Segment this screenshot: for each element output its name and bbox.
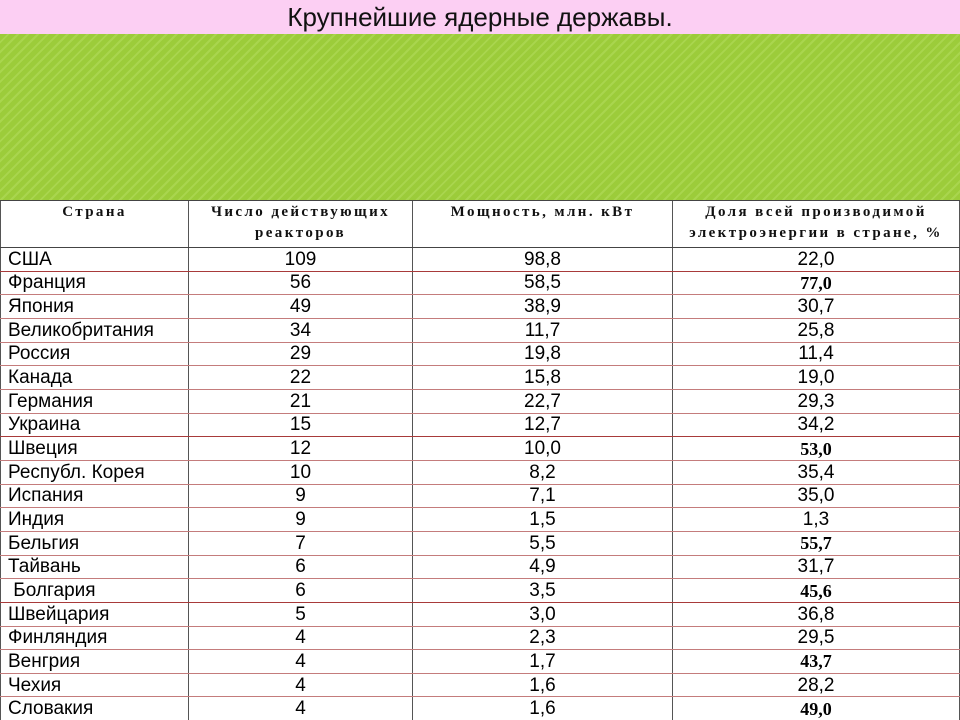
table-row	[0, 508, 960, 532]
reactors-cell: 4	[188, 627, 412, 650]
capacity-cell: 11,7	[412, 319, 672, 342]
share-cell: 34,2	[672, 414, 960, 437]
country-cell: Республ. Корея	[0, 461, 188, 484]
header-share	[672, 201, 960, 247]
share-cell: 53,0	[672, 437, 960, 460]
capacity-cell: 10,0	[412, 437, 672, 460]
share-cell: 31,7	[672, 556, 960, 579]
table-row	[0, 319, 960, 343]
header-share-line: Доля всей производимой	[705, 204, 927, 220]
capacity-cell: 2,3	[412, 627, 672, 650]
capacity-cell: 12,7	[412, 414, 672, 437]
table-row	[0, 272, 960, 296]
country-cell: Россия	[0, 343, 188, 366]
share-cell: 45,6	[672, 579, 960, 602]
country-cell: Канада	[0, 366, 188, 389]
share-cell: 30,7	[672, 295, 960, 318]
table-row	[0, 414, 960, 438]
capacity-cell: 1,6	[412, 697, 672, 720]
country-cell: Бельгия	[0, 532, 188, 555]
share-cell: 1,3	[672, 508, 960, 531]
reactors-cell: 15	[188, 414, 412, 437]
table-body	[0, 248, 960, 720]
capacity-cell: 5,5	[412, 532, 672, 555]
capacity-cell: 58,5	[412, 272, 672, 295]
table-row	[0, 366, 960, 390]
reactors-cell: 5	[188, 603, 412, 626]
share-cell: 36,8	[672, 603, 960, 626]
capacity-cell: 98,8	[412, 248, 672, 271]
reactors-cell: 22	[188, 366, 412, 389]
table-row	[0, 461, 960, 485]
table-row	[0, 390, 960, 414]
table-row	[0, 674, 960, 698]
decorative-band	[0, 34, 960, 200]
reactors-cell: 9	[188, 508, 412, 531]
table-row	[0, 627, 960, 651]
share-cell: 11,4	[672, 343, 960, 366]
table-header	[0, 200, 960, 248]
country-cell: Франция	[0, 272, 188, 295]
reactors-cell: 6	[188, 556, 412, 579]
header-country-line: Страна	[62, 204, 127, 220]
reactors-cell: 29	[188, 343, 412, 366]
capacity-cell: 8,2	[412, 461, 672, 484]
country-cell: Швеция	[0, 437, 188, 460]
reactors-cell: 56	[188, 272, 412, 295]
country-cell: Швейцария	[0, 603, 188, 626]
capacity-cell: 19,8	[412, 343, 672, 366]
reactors-cell: 10	[188, 461, 412, 484]
share-cell: 29,5	[672, 627, 960, 650]
country-cell: Великобритания	[0, 319, 188, 342]
capacity-cell: 3,0	[412, 603, 672, 626]
capacity-cell: 4,9	[412, 556, 672, 579]
table-row	[0, 579, 960, 603]
share-cell: 35,0	[672, 485, 960, 508]
share-cell: 22,0	[672, 248, 960, 271]
header-share-line: электроэнергии в стране, %	[689, 225, 943, 241]
table-row	[0, 437, 960, 461]
country-cell: США	[0, 248, 188, 271]
table-row	[0, 343, 960, 367]
header-country	[0, 201, 188, 247]
country-cell: Украина	[0, 414, 188, 437]
capacity-cell: 38,9	[412, 295, 672, 318]
country-cell: Словакия	[0, 697, 188, 720]
reactors-cell: 34	[188, 319, 412, 342]
share-cell: 29,3	[672, 390, 960, 413]
table-row	[0, 532, 960, 556]
share-cell: 25,8	[672, 319, 960, 342]
share-cell: 28,2	[672, 674, 960, 697]
country-cell: Чехия	[0, 674, 188, 697]
header-reactors	[188, 201, 412, 247]
reactors-cell: 4	[188, 697, 412, 720]
share-cell: 77,0	[672, 272, 960, 295]
country-cell: Тайвань	[0, 556, 188, 579]
table-row	[0, 697, 960, 720]
capacity-cell: 1,6	[412, 674, 672, 697]
country-cell: Индия	[0, 508, 188, 531]
share-cell: 19,0	[672, 366, 960, 389]
reactors-cell: 7	[188, 532, 412, 555]
reactors-cell: 4	[188, 674, 412, 697]
table-row	[0, 248, 960, 272]
share-cell: 43,7	[672, 650, 960, 673]
country-cell: Япония	[0, 295, 188, 318]
capacity-cell: 7,1	[412, 485, 672, 508]
header-reactors-line: Число действующих	[210, 204, 391, 220]
country-cell: Венгрия	[0, 650, 188, 673]
capacity-cell: 15,8	[412, 366, 672, 389]
capacity-cell: 1,5	[412, 508, 672, 531]
reactors-cell: 49	[188, 295, 412, 318]
title-bar	[0, 0, 960, 34]
reactors-cell: 6	[188, 579, 412, 602]
country-cell: Финляндия	[0, 627, 188, 650]
table-row	[0, 603, 960, 627]
capacity-cell: 22,7	[412, 390, 672, 413]
share-cell: 55,7	[672, 532, 960, 555]
table-row	[0, 295, 960, 319]
reactors-cell: 12	[188, 437, 412, 460]
header-reactors-line: реакторов	[255, 225, 346, 241]
table-row	[0, 650, 960, 674]
header-capacity-line: Мощность, млн. кВт	[450, 204, 635, 220]
country-cell: Болгария	[0, 579, 188, 602]
reactors-cell: 4	[188, 650, 412, 673]
reactors-cell: 21	[188, 390, 412, 413]
slide-title: Крупнейшие ядерные державы.	[287, 2, 673, 32]
table-row	[0, 556, 960, 580]
capacity-cell: 1,7	[412, 650, 672, 673]
capacity-cell: 3,5	[412, 579, 672, 602]
share-cell: 35,4	[672, 461, 960, 484]
table-row	[0, 485, 960, 509]
country-cell: Испания	[0, 485, 188, 508]
country-cell: Германия	[0, 390, 188, 413]
share-cell: 49,0	[672, 697, 960, 720]
header-capacity	[412, 201, 672, 247]
reactors-cell: 9	[188, 485, 412, 508]
reactors-cell: 109	[188, 248, 412, 271]
